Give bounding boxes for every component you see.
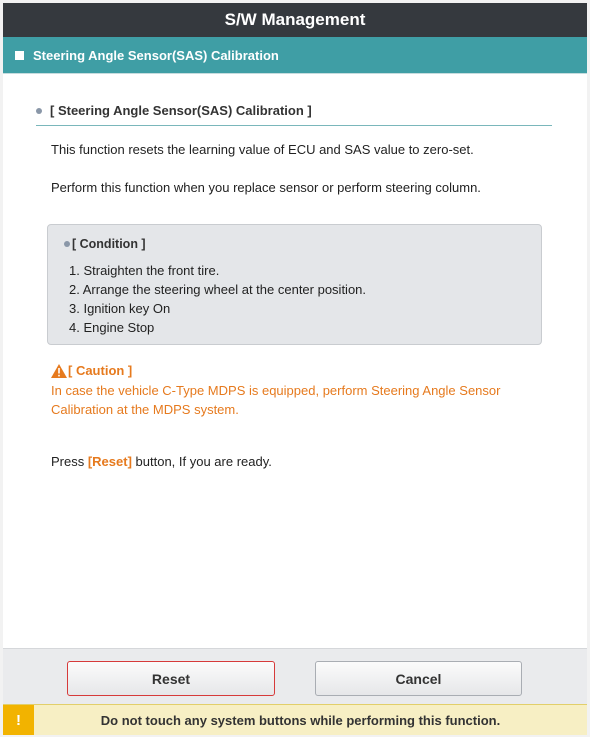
footer-warning-text: Do not touch any system buttons while performing this function.	[100, 712, 501, 728]
condition-title-text: [ Condition ]	[72, 237, 146, 251]
function-header	[3, 37, 587, 74]
description-line-1: This function resets the learning value of ECU and SAS value to zero-set.	[51, 142, 474, 157]
warning-triangle-icon	[51, 364, 67, 378]
footer-warning	[3, 704, 587, 735]
condition-item: 1. Straighten the front tire.	[69, 263, 220, 278]
ready-prompt-suffix: button, If you are ready.	[131, 454, 272, 469]
square-bullet-icon	[15, 51, 24, 60]
ready-prompt	[51, 454, 272, 469]
sw-management-window	[3, 3, 587, 734]
section-heading	[36, 103, 552, 126]
caution-title-text: [ Caution ]	[68, 363, 133, 378]
section-heading-text: [ Steering Angle Sensor(SAS) Calibration ]	[50, 103, 312, 118]
description-line-2: Perform this function when you replace sensor or perform steering column.	[51, 180, 481, 195]
ready-prompt-prefix: Press	[51, 454, 88, 469]
exclamation-icon: !	[3, 705, 34, 735]
cancel-button[interactable]: Cancel	[315, 661, 522, 696]
caution-text: In case the vehicle C-Type MDPS is equipped, perform Steering Angle Sensor Calibration at the MDPS system.	[51, 383, 501, 417]
button-bar	[3, 648, 587, 704]
condition-item: 2. Arrange the steering wheel at the center position.	[69, 282, 367, 297]
function-header-title: Steering Angle Sensor(SAS) Calibration	[33, 47, 279, 63]
condition-item: 3. Ignition key On	[69, 301, 171, 316]
condition-box	[47, 224, 542, 345]
ready-prompt-keyword: [Reset]	[87, 454, 132, 469]
window-title: S/W Management	[3, 3, 587, 37]
condition-title	[64, 237, 146, 251]
reset-button[interactable]: Reset	[67, 661, 275, 696]
caution-title	[51, 363, 132, 378]
condition-item: 4. Engine Stop	[69, 320, 155, 335]
bullet-dot-icon	[36, 108, 42, 114]
bullet-dot-icon	[64, 241, 70, 247]
